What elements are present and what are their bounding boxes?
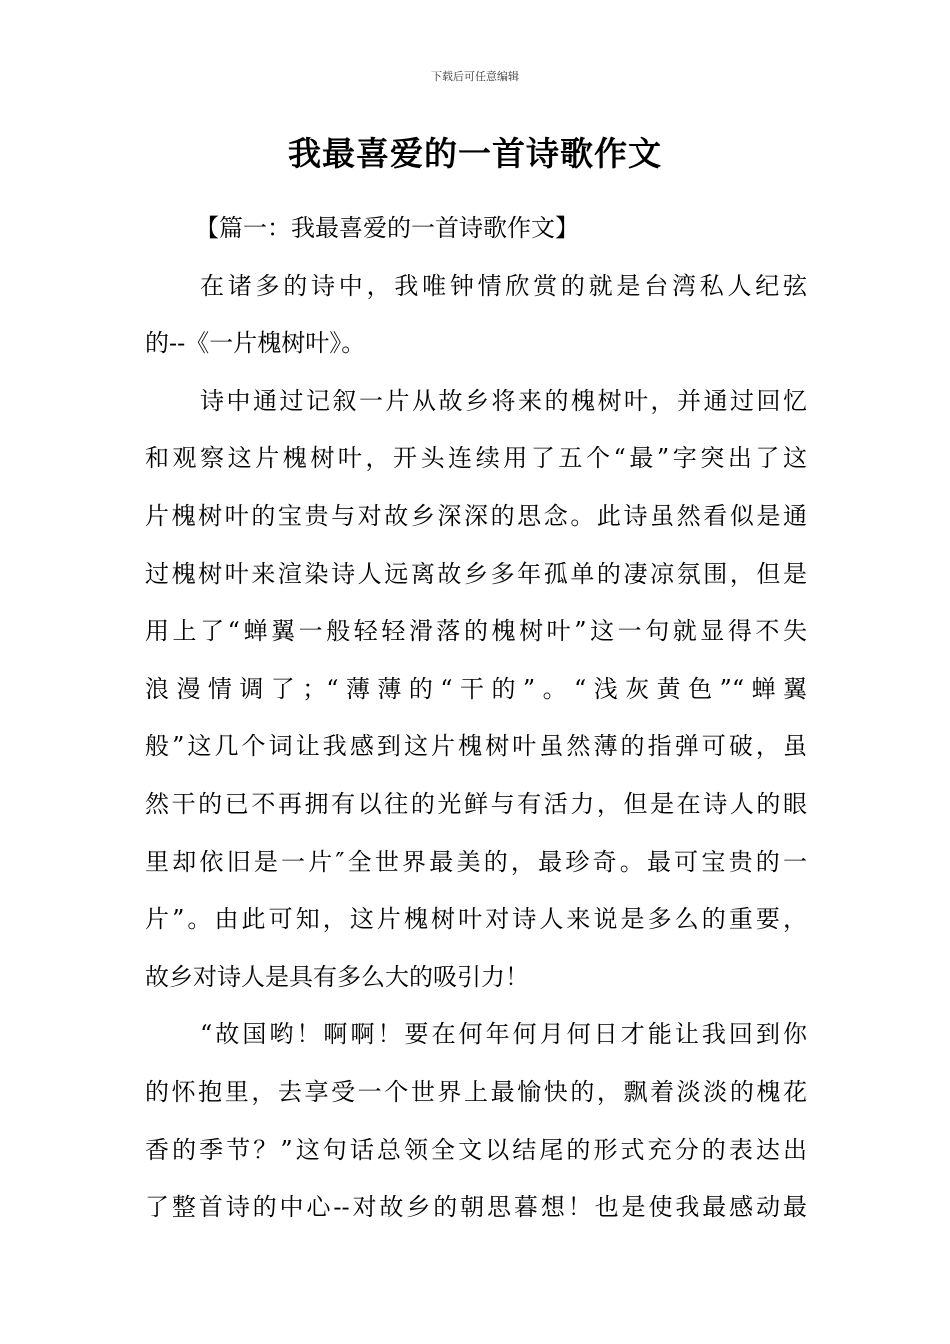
paragraph-line: 片槐树叶的宝贵与对故乡深深的思念。此诗虽然看似是通 <box>145 501 807 530</box>
paragraph-line: 用上了“蝉翼一般轻轻滑落的槐树叶”这一句就显得不失 <box>145 617 807 646</box>
paragraph-line: 诗中通过记叙一片从故乡将来的槐树叶，并通过回忆 <box>200 386 807 415</box>
paragraph-line: 然干的已不再拥有以往的光鲜与有活力，但是在诗人的眼 <box>145 789 807 818</box>
paragraph-line: 过槐树叶来渲染诗人远离故乡多年孤单的凄凉氛围，但是 <box>145 559 807 588</box>
paragraph-line: 和观察这片槐树叶，开头连续用了五个“最”字突出了这 <box>145 444 807 473</box>
paragraph-line: 了整首诗的中心--对故乡的朝思暮想！也是使我最感动最 <box>145 1193 807 1222</box>
paragraph-line: 故乡对诗人是具有多么大的吸引力！ <box>145 962 529 991</box>
paragraph-line: 的--《一片槐树叶》。 <box>145 329 366 358</box>
paragraph-line: “故国哟！啊啊！要在何年何月何日才能让我回到你 <box>200 1020 807 1049</box>
document-title: 我最喜爱的一首诗歌作文 <box>288 134 662 173</box>
paragraph-line: 的怀抱里，去享受一个世界上最愉快的，飘着淡淡的槐花 <box>145 1077 807 1106</box>
section-heading: 【篇一：我最喜爱的一首诗歌作文】 <box>195 214 579 242</box>
paragraph-line: 般”这几个词让我感到这片槐树叶虽然薄的指弹可破，虽 <box>145 732 807 761</box>
header-note: 下载后可任意编辑 <box>431 70 519 83</box>
document-body <box>145 200 807 1237</box>
paragraph-line: 里却依旧是一片″全世界最美的，最珍奇。最可宝贵的一 <box>145 847 807 876</box>
paragraph-line: 香的季节？”这句话总领全文以结尾的形式充分的表达出 <box>145 1135 807 1164</box>
paragraph-line: 在诸多的诗中，我唯钟情欣赏的就是台湾私人纪弦 <box>200 271 807 300</box>
paragraph-line: 片”。由此可知，这片槐树叶对诗人来说是多么的重要， <box>145 905 807 934</box>
paragraph-line: 浪漫情调了；“薄薄的“干的”。“浅灰黄色”“蝉翼 <box>145 674 807 703</box>
